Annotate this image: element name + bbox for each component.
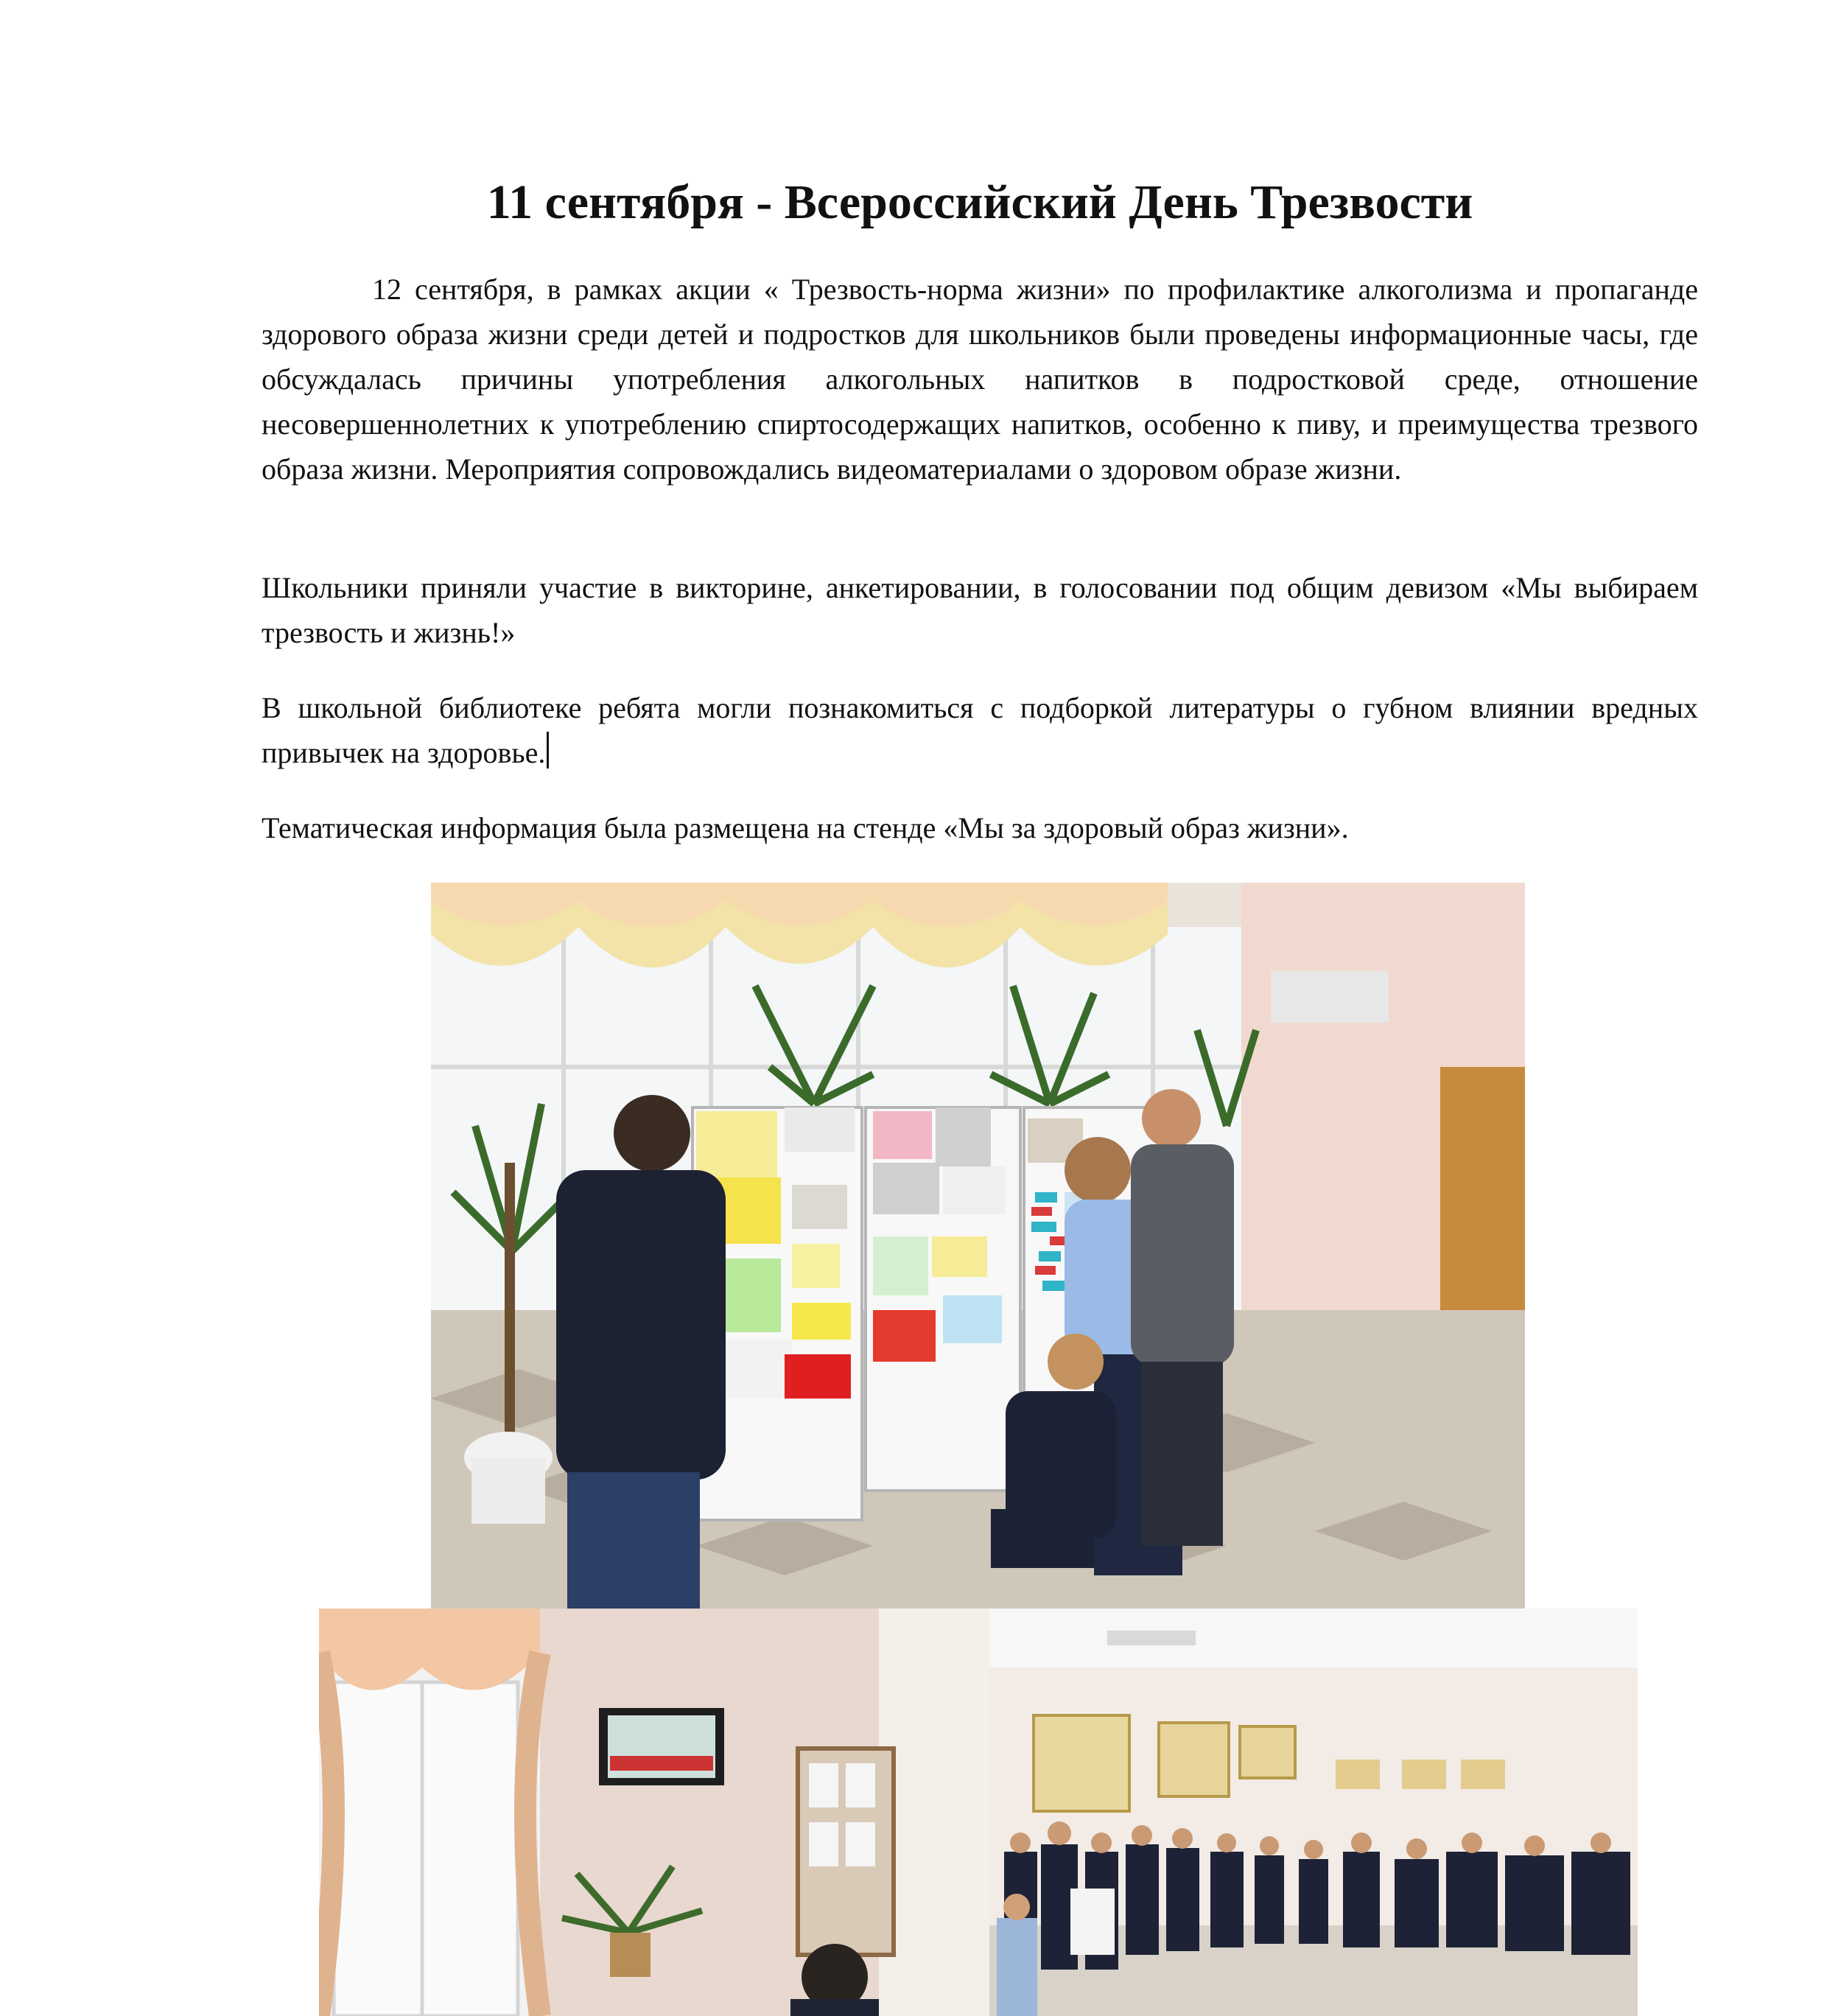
paragraph-quiz: Школьники приняли участие в викторине, анкетировании, в голосовании под общим девизом «Мы выбираем трезвость и жизнь!» [262,571,1698,649]
paragraph-library-text: В школьной библиотеке ребята могли познакомиться с подборкой литературы о губном влиянии вредных привычек на здоровье. [262,691,1698,769]
text-cursor [547,732,549,769]
photo-corridor-tv [319,1609,989,2016]
photo-info-stand [431,883,1525,1609]
paragraph-library [262,685,1698,775]
paragraph-intro: 12 сентября, в рамках акции « Трезвость-норма жизни» по профилактике алкоголизма и пропаганде здорового образа жизни среди детей и подростков для школьников были проведены информационные часы, где обсуждалась причины употребления алкогольных напитков в подростковой среде, отношение несовершеннолетних к употреблению спиртосодержащих напитков, особенно к пиву, и преимущества трезвого образа жизни. Мероприятия сопровождались видеоматериалами о здоровом образе жизни. [262,273,1698,486]
page-title: 11 сентября - Всероссийский День Трезвости [486,175,1473,229]
paragraph-stand: Тематическая информация была размещена на стенде «Мы за здоровый образ жизни». [262,811,1349,844]
photo-students-hall [989,1609,1638,2016]
